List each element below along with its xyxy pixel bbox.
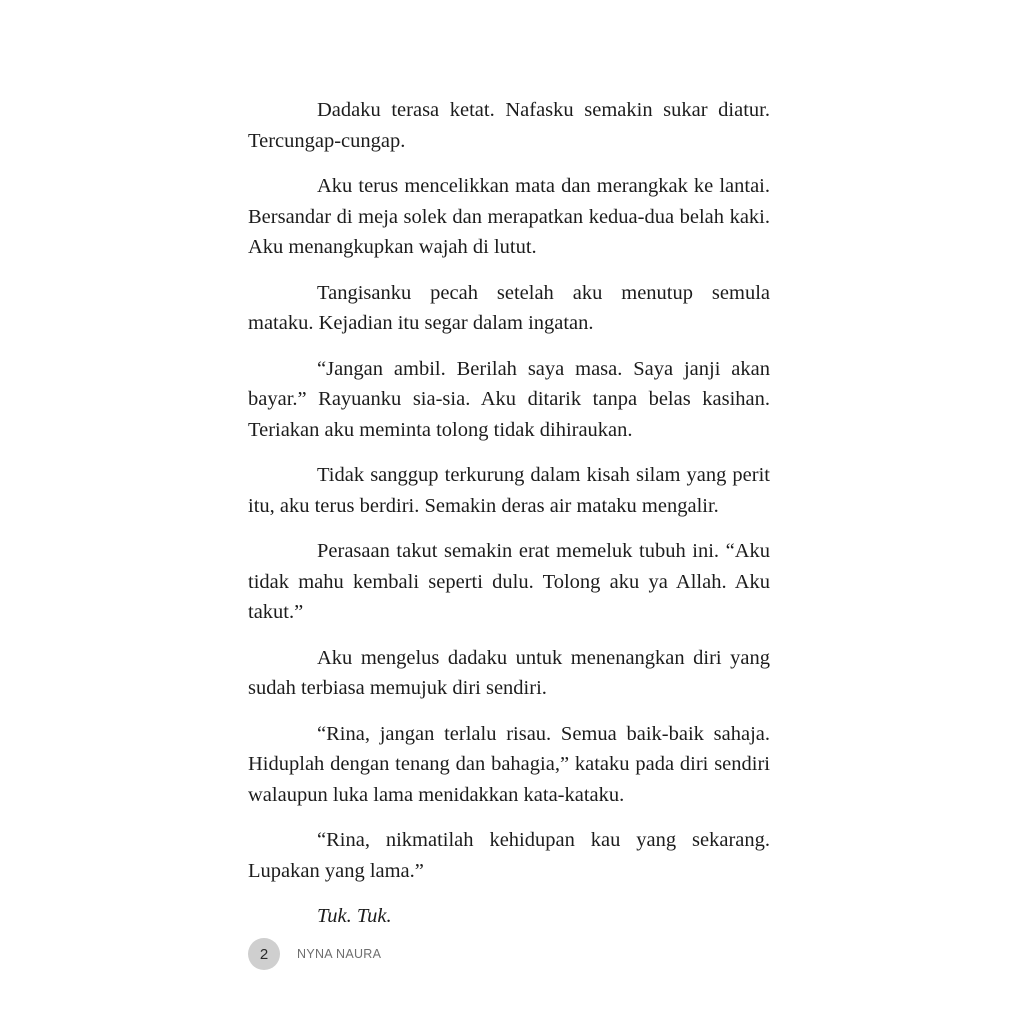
page-number-badge: 2 (248, 938, 280, 970)
paragraph: “Jangan ambil. Berilah saya masa. Saya janji akan bayar.” Rayuanku sia-sia. Aku ditarik tanpa belas kasihan. Teriakan aku meminta tolong tidak dihiraukan. (248, 357, 770, 441)
paragraph: Tidak sanggup terkurung dalam kisah silam yang perit itu, aku terus berdiri. Semakin deras air mataku mengalir. (248, 464, 770, 517)
paragraph: “Rina, jangan terlalu risau. Semua baik-baik sahaja. Hiduplah dengan tenang dan bahagia,” kataku pada diri sendiri walaupun luka lama menidakkan kata-kataku. (248, 722, 770, 806)
paragraph: Tangisanku pecah setelah aku menutup semula mataku. Kejadian itu segar dalam ingatan. (248, 281, 770, 334)
paragraph: Dadaku terasa ketat. Nafasku semakin sukar diatur. Tercungap-cungap. (248, 99, 770, 152)
paragraph-italic: Tuk. Tuk. (317, 905, 392, 927)
paragraph: Aku mengelus dadaku untuk menenangkan diri yang sudah terbiasa memujuk diri sendiri. (248, 646, 770, 699)
paragraph: “Rina, nikmatilah kehidupan kau yang sekarang. Lupakan yang lama.” (248, 829, 770, 882)
body-text (248, 95, 770, 947)
paragraph: Aku terus mencelikkan mata dan merangkak ke lantai. Bersandar di meja solek dan merapatkan kedua-dua belah kaki. Aku menangkupkan wajah di lutut. (248, 175, 770, 258)
paragraph: Perasaan takut semakin erat memeluk tubuh ini. “Aku tidak mahu kembali seperti dulu. Tolong aku ya Allah. Aku takut.” (248, 540, 770, 623)
author-name: NYNA NAURA (297, 947, 382, 961)
page-footer (248, 938, 381, 970)
